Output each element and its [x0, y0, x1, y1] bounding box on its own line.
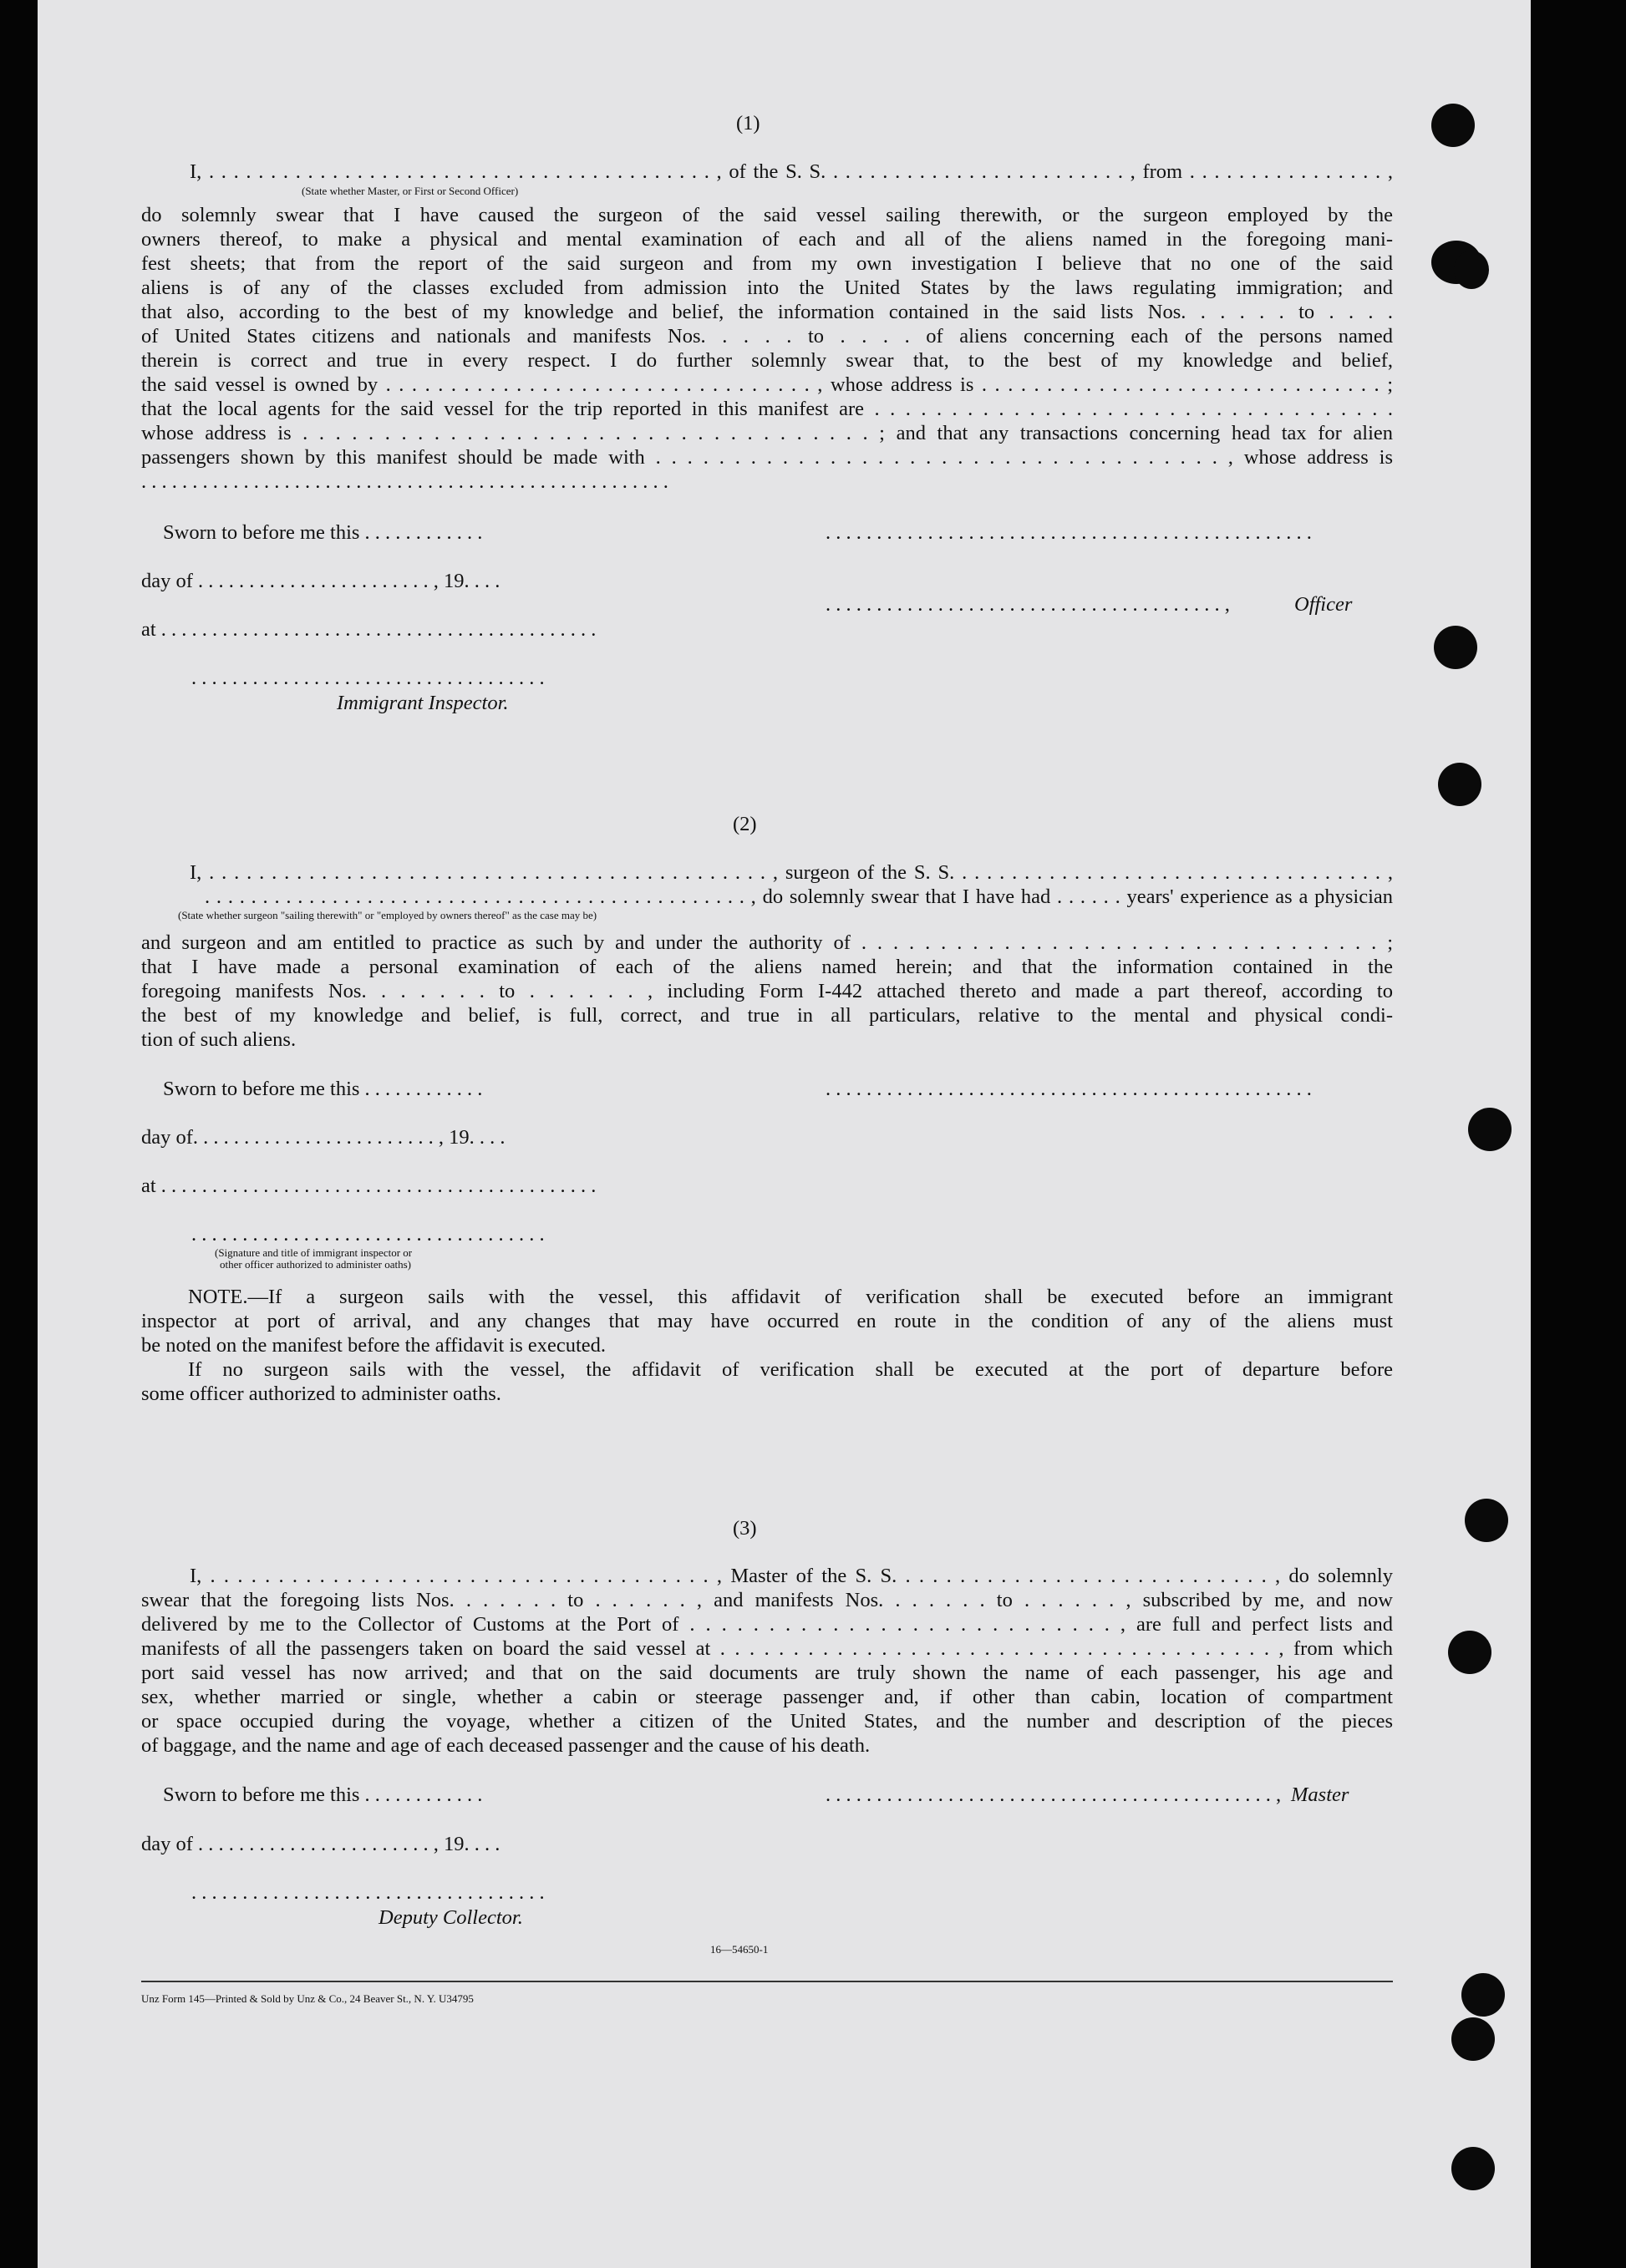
document-page: (1) I, . . . . . . . . . . . . . . . . . . . . . . . . . . . . . . . . . . . . . . . . . , of the S. S. . . . . . . . . . . . . . . . . . . . . . . . . , from . . . . . . . . . . . . . . . . , (State whether Master, or First or Second Officer) do solemnly swear that I have caused the surgeon of the said vessel sailing therewith, or the surgeon employed by the owners thereof, to make a physical and mental examination of each and all of the aliens named in the foregoing mani- fest sheets; that from the report of the said surgeon and from my own investigation I believe that no one of the said aliens is of any of the classes excluded from admission into the United States by the laws regulating immigration; and that also, according to the best of my knowledge and belief, the information contained in the said lists Nos. . . . . . to . . . . of United States citizens and nationals and manifests Nos. . . . . to . . . . of aliens concerning each of the persons named therein is correct and true in every respect. I do further solemnly swear that, to the best of my knowledge and belief, the said vessel is owned by . . . . . . . . . . . . . . . . . . . . . . . . . . . . . . . . . , whose address is . . . . . . . . . . . . . . . . . . . . . . . . . . . . . . . ; that the local agents for the said vessel for the trip reported in this manifest are . . . . . . . . . . . . . . . . . . . . . . . . . . . . . . . . . . whose address is . . . . . . . . . . . . . . . . . . . . . . . . . . . . . . . . . . . ; and that any transactions concerning head tax for alien passengers shown by this manifest should be made with . . . . . . . . . . . . . . . . . . . . . . . . . . . . . . . . . . . . , whose address is . . . . . . . . . . . . . . . . . . . . . . . . . . . . . . . . . . . . . . . . . . . . . . . . . . . . Sworn to before me this . . . . . . . . . . . . . . . . . . . . . . . . . . . . . . . . . . . . . . . . . . . . . . . . . . . . . . . . . . . . day of . . . . . . . . . . . . . . . . . . . . . . . , 19. . . . . . . . . . . . . . . . . . . . . . . . . . . . . . . . . . . . . . . . . . . , Officer at . . . . . . . . . . . . . . . . . . . . . . . . . . . . . . . . . . . . . . . . . . . . . . . . . . . . . . . . . . . . . . . . . . . . . . . . . . . . . . Immigrant Inspector. (2) I, . . . . . . . . . . . . . . . . . . . . . . . . . . . . . . . . . . . . . . . . . . . . . , surgeon of the S. S. . . . . . . . . . . . . . . . . . . . . . . . . . . . . . . . . . . , . . . . . . . . . . . . . . . . . . . . . . . . . . . . . . . . . . . . . . . . . . . . . . . , do solemnly swear that I have had . . . . . . years' experience as a physician (State whether surgeon "sailing therewith" or "employed by owners thereof" as the case may be) and surgeon and am entitled to practice as such by and under the authority of . . . . . . . . . . . . . . . . . . . . . . . . . . . . . . . . . ; that I have made a personal examination of each of the aliens named herein; and that the information contained in the foregoing manifests Nos. . . . . . . to . . . . . . , including Form I-442 attached thereto and made a part thereof, according to the best of my knowledge and belief, is full, correct, and true in all particulars, relative to the mental and physical condi- tion of such aliens. Sworn to before me this . . . . . . . . . . . . . . . . . . . . . . . . . . . . . . . . . . . . . . . . . . . . . . . . . . . . . . . . . . . . day of. . . . . . . . . . . . . . . . . . . . . . . . , 19. . . . at . . . . . . . . . . . . . . . . . . . . . . . . . . . . . . . . . . . . . . . . . . . . . . . . . . . . . . . . . . . . . . . . . . . . . . . . . . . . . . (Signature and title of immigrant inspector or other officer authorized to administer oaths) NOTE.—If a surgeon sails with the vessel, this affidavit of verification shall be executed before an immigrant inspector at port of arrival, and any changes that may have occurred en route in the condition of any of the aliens must be noted on the manifest before the affidavit is executed. If no surgeon sails with the vessel, the affidavit of verification shall be executed at the port of departure before some officer authorized to administer oaths. (3) I, . . . . . . . . . . . . . . . . . . . . . . . . . . . . . . . . . . . . . , Master of the S. S. . . . . . . . . . . . . . . . . . . . . . . . . . . . , do solemnly swear that the foregoing lists Nos. . . . . . . to . . . . . . , and manifests Nos. . . . . . . to . . . . . . , subscribed by me, and now delivered by me to the Collector of Customs at the Port of . . . . . . . . . . . . . . . . . . . . . . . . . . . , are full and perfect lists and manifests of all the passengers taken on board the said vessel at . . . . . . . . . . . . . . . . . . . . . . . . . . . . . . . . . . . . . . , from which port said vessel has now arrived; and that on the said documents are truly shown the name of each passenger, his age and sex, whether married or single, whether a cabin or steerage passenger and, if other than cabin, location of compartment or space occupied during the voyage, whether a citizen of the United States, and the number and description of the pieces of baggage, and the name and age of each deceased passenger and the cause of his death. Sworn to before me this . . . . . . . . . . . . . . . . . . . . . . . . . . . . . . . . . . . . . . . . . . . . . . . . . . . . . . . . , Master day of . . . . . . . . . . . . . . . . . . . . . . . , 19. . . . . . . . . . . . . . . . . . . . . . . . . . . . . . . . . . . . . . . Deputy Collector. 16—54650-1 Unz Form 145—Printed & Sold by Unz & Co., 24 Beaver St., N. Y. U34795: [38, 0, 1531, 2268]
deputy-collector-label: Deputy Collector.: [379, 1906, 523, 1929]
day-of-line: day of. . . . . . . . . . . . . . . . . . . . . . . . , 19. . . .: [141, 1126, 506, 1149]
punch-hole: [1448, 1631, 1491, 1674]
form-code: 16—54650-1: [710, 1943, 769, 1956]
punch-hole: [1465, 1499, 1508, 1542]
punch-hole: [1461, 1973, 1505, 2017]
officer-dots: . . . . . . . . . . . . . . . . . . . . . . . . . . . . . . . . . . . . . . . ,: [826, 593, 1230, 616]
sworn-line: Sworn to before me this . . . . . . . . . . . .: [163, 521, 483, 544]
signature-dots: . . . . . . . . . . . . . . . . . . . . . . . . . . . . . . . . . . . . . . . . . . . . . . . .: [826, 1078, 1312, 1100]
signature-note: (Signature and title of immigrant inspector or: [215, 1246, 413, 1259]
surgeon-oath-second-line: . . . . . . . . . . . . . . . . . . . . . . . . . . . . . . . . . . . . . . . . . . . . . . . , do solemnly swear that I have had . . . . . . years' experience as a physician: [205, 885, 1393, 908]
day-of-line: day of . . . . . . . . . . . . . . . . . . . . . . . , 19. . . .: [141, 570, 501, 592]
master-oath-first-line: I, . . . . . . . . . . . . . . . . . . . . . . . . . . . . . . . . . . . . . . . . . , of the S. S. . . . . . . . . . . . . . . . . . . . . . . . . , from . . . . . . . . . . . . . . . . ,: [190, 160, 1393, 183]
punch-hole: [1451, 2017, 1495, 2061]
section-number: (3): [733, 1517, 757, 1540]
punch-hole: [1454, 251, 1489, 289]
inspector-signature-dots: . . . . . . . . . . . . . . . . . . . . . . . . . . . . . . . . . . .: [191, 1223, 545, 1246]
sworn-line: Sworn to before me this . . . . . . . . . . . .: [163, 1783, 483, 1806]
master-label: Master: [1291, 1783, 1349, 1806]
section-number: (1): [736, 112, 760, 134]
officer-label: Officer: [1294, 593, 1353, 616]
punch-hole: [1431, 104, 1475, 147]
day-of-line: day of . . . . . . . . . . . . . . . . . . . . . . . , 19. . . .: [141, 1833, 501, 1855]
punch-hole: [1438, 763, 1481, 806]
footer-rule: [141, 1981, 1393, 1982]
surgeon-note: (State whether surgeon "sailing therewith" or "employed by owners thereof" as the case may be): [178, 909, 597, 921]
master-dots: . . . . . . . . . . . . . . . . . . . . . . . . . . . . . . . . . . . . . . . . . . . . ,: [826, 1783, 1282, 1806]
at-line: at . . . . . . . . . . . . . . . . . . . . . . . . . . . . . . . . . . . . . . . . . . .: [141, 618, 597, 641]
section-number: (2): [733, 813, 757, 835]
punch-hole: [1451, 2147, 1495, 2190]
collector-signature-dots: . . . . . . . . . . . . . . . . . . . . . . . . . . . . . . . . . . .: [191, 1881, 545, 1904]
punch-hole: [1468, 1108, 1512, 1151]
immigrant-inspector-label: Immigrant Inspector.: [337, 692, 509, 714]
printer-imprint: Unz Form 145—Printed & Sold by Unz & Co., 24 Beaver St., N. Y. U34795: [141, 1992, 474, 2005]
signature-note: other officer authorized to administer oaths): [220, 1258, 411, 1271]
sworn-line: Sworn to before me this . . . . . . . . . . . .: [163, 1078, 483, 1100]
at-line: at . . . . . . . . . . . . . . . . . . . . . . . . . . . . . . . . . . . . . . . . . . .: [141, 1175, 597, 1197]
surgeon-oath-first-line: I, . . . . . . . . . . . . . . . . . . . . . . . . . . . . . . . . . . . . . . . . . . . . . , surgeon of the S. S. . . . . . . . . . . . . . . . . . . . . . . . . . . . . . . . . . . ,: [190, 861, 1393, 884]
address-dots: . . . . . . . . . . . . . . . . . . . . . . . . . . . . . . . . . . . . . . . . . . . . . . . . . . . .: [141, 470, 668, 493]
punch-hole: [1434, 626, 1477, 669]
signature-dots: . . . . . . . . . . . . . . . . . . . . . . . . . . . . . . . . . . . . . . . . . . . . . . . .: [826, 521, 1312, 544]
officer-note: (State whether Master, or First or Second Officer): [302, 185, 519, 197]
inspector-signature-dots: . . . . . . . . . . . . . . . . . . . . . . . . . . . . . . . . . . .: [191, 667, 545, 689]
